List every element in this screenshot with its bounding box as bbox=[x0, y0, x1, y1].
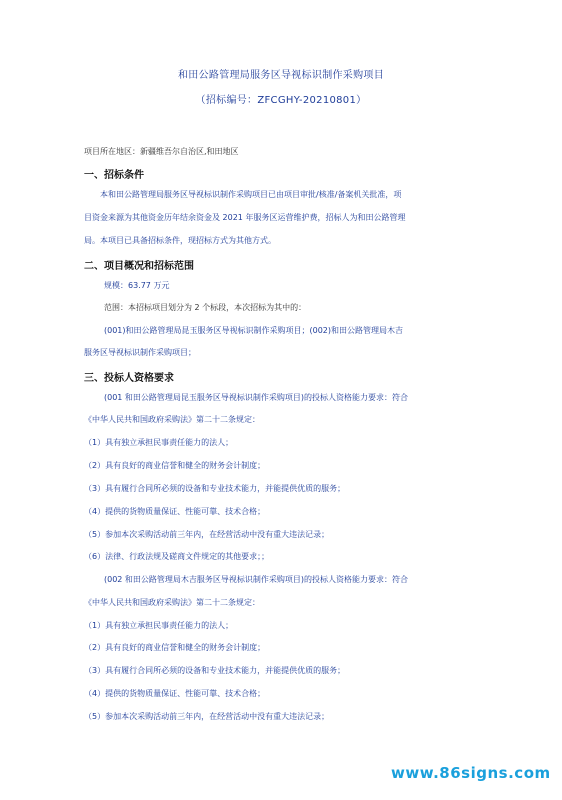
list-item: （2）具有良好的商业信誉和健全的财务会计制度； bbox=[84, 643, 266, 652]
paragraph-line: 局。本项目已具备招标条件，现招标方式为其他方式。 bbox=[84, 236, 276, 245]
project-location: 项目所在地区：新疆维吾尔自治区,和田地区 bbox=[84, 147, 239, 156]
paragraph-line: (001 和田公路管理局昆玉服务区导视标识制作采购项目)的投标人资格能力要求：符合 bbox=[104, 393, 409, 402]
paragraph-line: (001)和田公路管理局昆玉服务区导视标识制作采购项目；(002)和田公路管理局木吉 bbox=[104, 326, 404, 335]
document-title: 和田公路管理局服务区导视标识制作采购项目 bbox=[178, 70, 384, 81]
paragraph-line: (002 和田公路管理局木吉服务区导视标识制作采购项目)的投标人资格能力要求：符合 bbox=[104, 575, 409, 584]
paragraph-line: 范围：本招标项目划分为 2 个标段，本次招标为其中的： bbox=[104, 303, 307, 312]
list-item: （4）提供的货物质量保证、性能可靠、技术合格； bbox=[84, 689, 266, 698]
paragraph-line: 规模：63.77 万元 bbox=[104, 281, 170, 290]
paragraph-line: 本和田公路管理局服务区导视标识制作采购项目已由项目审批/核准/备案机关批准，项 bbox=[100, 190, 402, 199]
section-heading: 三、投标人资格要求 bbox=[84, 373, 174, 384]
watermark-url: www.86signs.com bbox=[391, 764, 551, 782]
list-item: （5）参加本次采购活动前三年内，在经营活动中没有重大违法记录； bbox=[84, 530, 330, 539]
list-item: （2）具有良好的商业信誉和健全的财务会计制度； bbox=[84, 461, 266, 470]
list-item: （3）具有履行合同所必须的设备和专业技术能力，并能提供优质的服务； bbox=[84, 484, 346, 493]
paragraph-line: 目资金来源为其他资金历年结余资金及 2021 年服务区运营维护费，招标人为和田公路管理 bbox=[84, 213, 406, 222]
paragraph-line: 《中华人民共和国政府采购法》第二十二条规定： bbox=[84, 598, 260, 607]
list-item: （1）具有独立承担民事责任能力的法人； bbox=[84, 438, 234, 447]
bid-number: （招标编号：ZFCGHY-20210801） bbox=[195, 95, 367, 106]
section-heading: 二、项目概况和招标范围 bbox=[84, 261, 194, 272]
paragraph-line: 《中华人民共和国政府采购法》第二十二条规定： bbox=[84, 415, 260, 424]
list-item: （5）参加本次采购活动前三年内，在经营活动中没有重大违法记录； bbox=[84, 712, 330, 721]
list-item: （6）法律、行政法规及磋商文件规定的其他要求；； bbox=[84, 552, 270, 561]
section-heading: 一、招标条件 bbox=[84, 170, 144, 181]
list-item: （4）提供的货物质量保证、性能可靠、技术合格； bbox=[84, 507, 266, 516]
paragraph-line: 服务区导视标识制作采购项目； bbox=[84, 348, 196, 357]
list-item: （1）具有独立承担民事责任能力的法人； bbox=[84, 621, 234, 630]
list-item: （3）具有履行合同所必须的设备和专业技术能力，并能提供优质的服务； bbox=[84, 666, 346, 675]
